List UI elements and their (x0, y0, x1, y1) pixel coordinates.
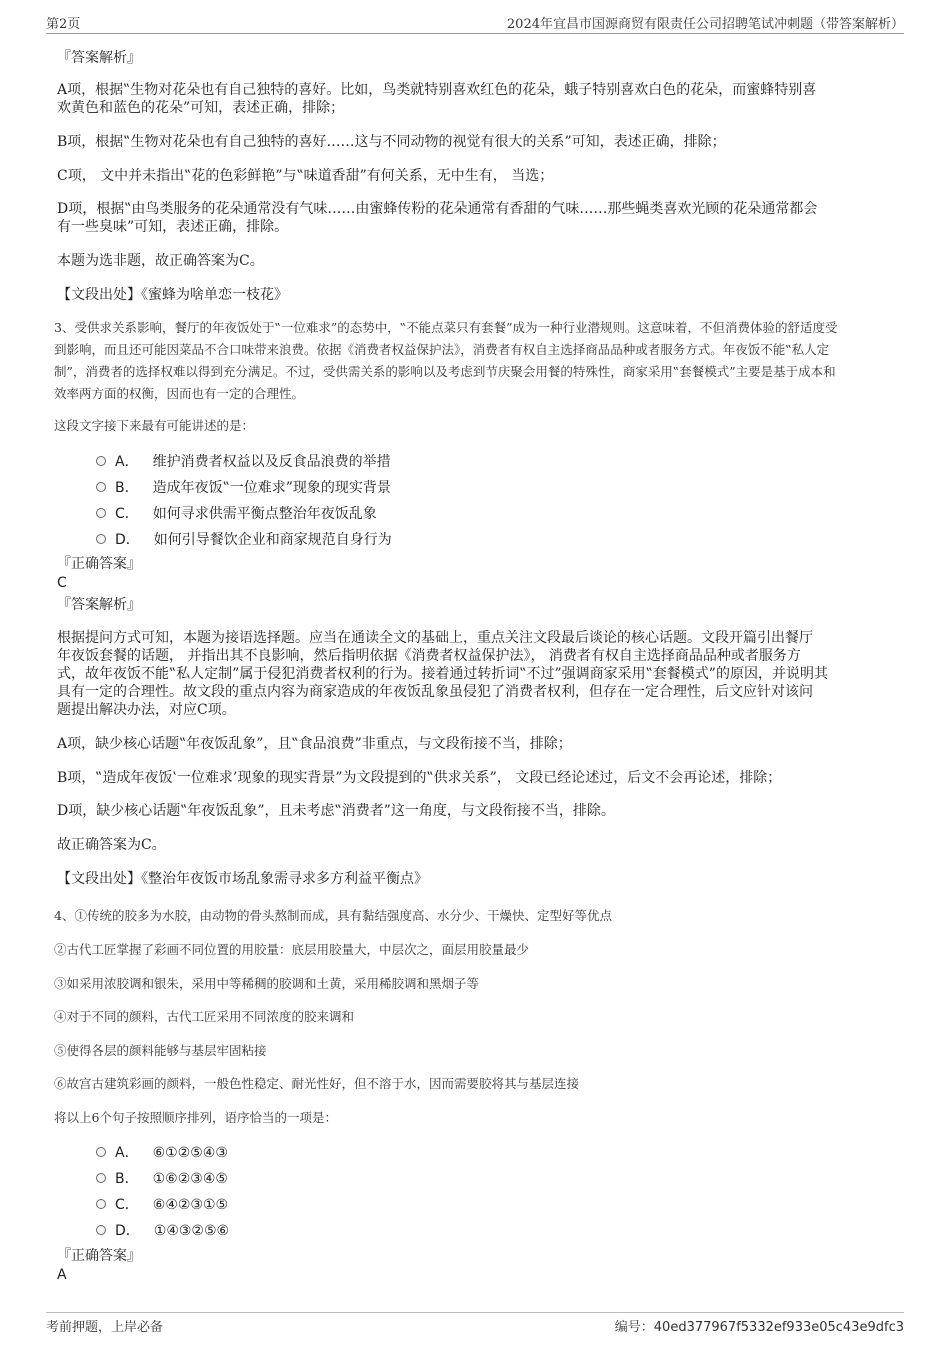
radio-icon[interactable] (96, 456, 106, 466)
q3-source-citation: 【文段出处】《整治年夜饭市场乱象需寻求多方利益平衡点》 (57, 871, 428, 887)
question-4-sentence-6: ⑥故宫古建筑彩画的颜料，一般色性稳定、耐光性好，但不溶于水，因而需要胶将其与基层连接 (54, 1076, 580, 1091)
question-4-sentence-2: ②古代工匠掌握了彩画不同位置的用胶量：底层用胶量大，中层次之，面层用胶量最少 (54, 942, 530, 957)
q3-option-a[interactable]: A． 维护消费者权益以及反食品浪费的举措 (96, 451, 391, 471)
q4-option-a[interactable]: A． ⑥①②⑤④③ (96, 1142, 228, 1162)
analysis-d-line2: 有一些臭味”可知，表述正确，排除。 (57, 219, 289, 235)
radio-icon[interactable] (96, 508, 106, 518)
page-number: 第2页 (46, 17, 81, 32)
page-header (46, 13, 904, 34)
question-3-stem-line1: 3、受供求关系影响，餐厅的年夜饭处于‟一位难求”的态势中，‟不能点菜只有套餐”成为一种行业潜规则。这意味着，不但消费体验的舒适度受 (54, 320, 838, 335)
radio-icon[interactable] (96, 1173, 106, 1183)
q3-option-c[interactable]: C． 如何寻求供需平衡点整治年夜饭乱象 (96, 503, 377, 523)
analysis-b-line: B项，根据‟生物对花朵也有自己独特的喜好……这与不同动物的视觉有很大的关系”可知，表述正确，排除； (57, 134, 726, 150)
q3-analysis-line5: 题提出解决办法，对应C项。 (57, 702, 236, 718)
q3-analysis-line4: 具有一定的合理性。故文段的重点内容为商家造成的年夜饭乱象虽侵犯了消费者权利，但存在一定合理性，后文应针对该问 (57, 684, 813, 700)
analysis-a-line1: A项，根据‟生物对花朵也有自己独特的喜好。比如，鸟类就特别喜欢红色的花朵，蛾子特别喜欢白色的花朵，而蜜蜂特别喜 (57, 82, 817, 98)
q4-option-d[interactable]: D． ①④③②⑤⑥ (96, 1220, 229, 1240)
question-4-prompt: 将以上6个句子按照顺序排列，语序恰当的一项是： (54, 1110, 337, 1125)
q3-analysis-a-line: A项，缺少核心话题‟年夜饭乱象”，且‟食品浪费”非重点，与文段衔接不当，排除； (57, 736, 572, 752)
radio-icon[interactable] (96, 1147, 106, 1157)
radio-icon[interactable] (96, 1225, 106, 1235)
question-3-stem-line3: 制”，消费者的选择权难以得到充分满足。不过，受供需关系的影响以及考虑到节庆聚会用餐的特殊性，商家采用‟套餐模式”主要是基于成本和 (54, 364, 836, 379)
q3-analysis-d-line: D项，缺少核心话题‟年夜饭乱象”，且未考虑‟消费者”这一角度，与文段衔接不当，排除。 (57, 803, 615, 819)
question-3-prompt: 这段文字接下来最有可能讲述的是： (54, 418, 255, 433)
question-4-sentence-5: ⑤使得各层的颜料能够与基层牢固粘接 (54, 1043, 267, 1058)
q3-option-d[interactable]: D． 如何引导餐饮企业和商家规范自身行为 (96, 529, 392, 549)
q4-option-c[interactable]: C． ⑥④②③①⑤ (96, 1194, 228, 1214)
question-4-sentence-4: ④对于不同的颜料，古代工匠采用不同浓度的胶来调和 (54, 1009, 355, 1024)
correct-answer: C (57, 575, 67, 591)
q3-analysis-line2: 年夜饭套餐的话题， 并指出其不良影响，然后指明依据《消费者权益保护法》， 消费者有权自主选择商品品种或者服务方 (57, 648, 801, 664)
footer-code: 编号：40ed377967f5332ef933e05c43e9dfc3 (614, 1320, 904, 1335)
radio-icon[interactable] (96, 1199, 106, 1209)
q3-conclusion: 故正确答案为C。 (57, 837, 166, 853)
radio-icon[interactable] (96, 534, 106, 544)
document-title: 2024年宜昌市国源商贸有限责任公司招聘笔试冲刺题（带答案解析） (506, 17, 904, 32)
correct-answer-label: 『正确答案』 (57, 556, 141, 572)
page-footer (46, 1312, 904, 1337)
analysis-d-line1: D项，根据‟由鸟类服务的花朵通常没有气味……由蜜蜂传粉的花朵通常有香甜的气味……那些蝇类喜欢光顾的花朵通常都会 (57, 201, 818, 217)
q4-correct-answer-label: 『正确答案』 (57, 1248, 141, 1264)
source-citation: 【文段出处】《蜜蜂为啥单恋一枝花》 (57, 287, 288, 303)
q3-analysis-line1: 根据提问方式可知，本题为接语选择题。应当在通读全文的基础上，重点关注文段最后谈论的核心话题。文段开篇引出餐厅 (57, 630, 813, 646)
radio-icon[interactable] (96, 482, 106, 492)
question-4-sentence-3: ③如采用浓胶调和银朱，采用中等稀稠的胶调和土黄，采用稀胶调和黑烟子等 (54, 976, 480, 991)
footer-slogan: 考前押题，上岸必备 (46, 1320, 164, 1335)
analysis-conclusion: 本题为选非题，故正确答案为C。 (57, 253, 264, 269)
analysis-a-line2: 欢黄色和蓝色的花朵”可知，表述正确，排除； (57, 100, 345, 116)
question-3-stem-line4: 效率两方面的权衡，因而也有一定的合理性。 (54, 386, 305, 401)
question-4-sentence-1: 4、①传统的胶多为水胶，由动物的骨头熬制而成，具有黏结强度高、水分少、干燥快、定型好等优点 (54, 908, 612, 923)
q4-option-b[interactable]: B． ①⑥②③④⑤ (96, 1168, 228, 1188)
q3-analysis-line3: 式，故年夜饭不能‟私人定制”属于侵犯消费者权利的行为。接着通过转折词‟不过”强调商家采用‟套餐模式”的原因，并说明其 (57, 666, 828, 682)
analysis-label: 『答案解析』 (57, 50, 141, 66)
question-3-stem-line2: 到影响，而且还可能因菜品不合口味带来浪费。依据《消费者权益保护法》，消费者有权自主选择商品品种或者服务方式。年夜饭不能‟私人定 (54, 342, 830, 357)
analysis-label: 『答案解析』 (57, 597, 141, 613)
analysis-c-line: C项， 文中并未指出‟花的色彩鲜艳”与‟味道香甜”有何关系，无中生有， 当选； (57, 168, 554, 184)
q3-analysis-b-line: B项，‟造成年夜饭‛一位难求’现象的现实背景”为文段提到的‟供求关系”， 文段已经论述过，后文不会再论述，排除； (57, 770, 782, 786)
q3-option-b[interactable]: B． 造成年夜饭‟一位难求”现象的现实背景 (96, 477, 391, 497)
q4-correct-answer: A (57, 1267, 67, 1283)
